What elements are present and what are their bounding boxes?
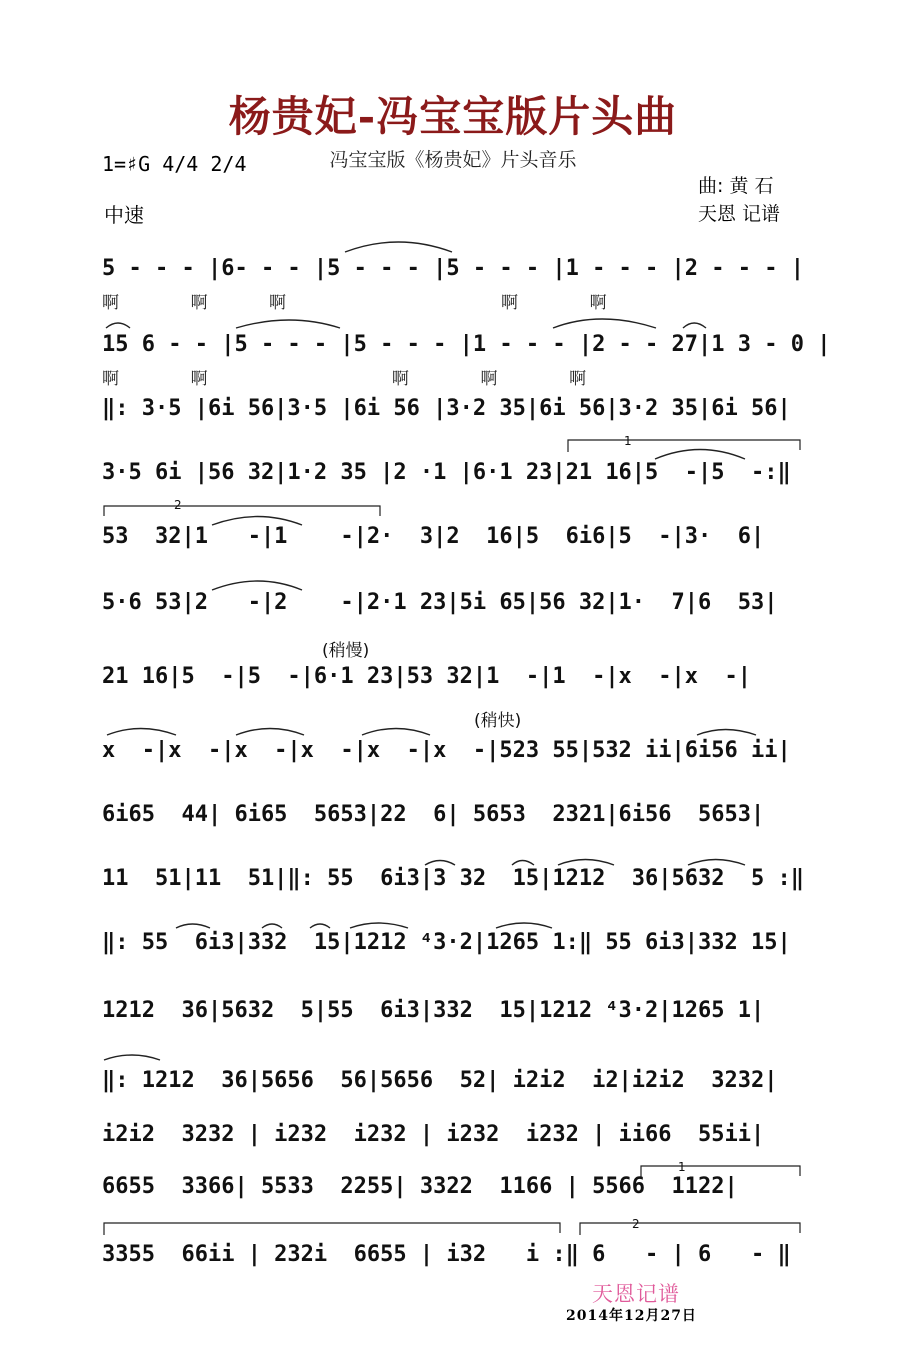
score-row-16: 3355 66ii | 232i 6655 | i32 i :‖ 6 - | 6 - ‖ (102, 1242, 791, 1267)
score-row-8: x -|x -|x -|x -|x -|x -|523 55|532 ii|6i56 ii| (102, 738, 791, 763)
score-row-1: 5 - - - |6- - - |5 - - - |5 - - - |1 - - - |2 - - - | (102, 256, 804, 281)
score-row-4: 3·5 6i |56 32|1·2 35 |2 ·1 |6·1 23|21 16|5 -|5 -:‖ (102, 460, 791, 485)
slur (104, 1055, 160, 1060)
slur (107, 729, 176, 736)
lyric-row-1: 啊 啊 啊 啊 啊 (102, 293, 607, 313)
slur (106, 323, 130, 328)
tempo-change-slower: (稍慢) (322, 641, 370, 661)
ending-2-label: 2 (632, 1217, 640, 1231)
score-row-7: 21 16|5 -|5 -|6·1 23|53 32|1 -|1 -|x -|x -| (102, 664, 752, 689)
ending-1-label: 1 (678, 1160, 686, 1174)
slur (212, 581, 302, 590)
score-row-5: 53 32|1 -|1 -|2· 3|2 16|5 6i6|5 -|3· 6| (102, 524, 765, 549)
transcriber-line: 天恩 记谱 (698, 203, 781, 225)
slur (496, 923, 552, 928)
slur (553, 319, 656, 328)
ending-bracket-2 (580, 1223, 800, 1235)
slur (655, 450, 745, 460)
slur (262, 924, 282, 928)
page-title: 杨贵妃-冯宝宝版片头曲 (228, 92, 678, 141)
transcriber-stamp: 天恩记谱 (592, 1282, 680, 1306)
ending-1-label: 1 (624, 434, 632, 448)
slur (236, 729, 304, 736)
slur (362, 729, 430, 736)
score-row-15: 6655 3366| 5533 2255| 3322 1166 | 5566 1122| (102, 1174, 738, 1199)
score-row-10: 11 51|11 51|‖: 55 6i3|3 32 15|1212 36|5632 5 :‖ (102, 866, 804, 891)
tempo-change-faster: (稍快) (474, 711, 522, 731)
slur (345, 242, 452, 252)
slur (512, 861, 534, 866)
key-signature: 1=♯G 4/4 2/4 (102, 152, 247, 176)
slur (425, 861, 455, 866)
slur (683, 323, 706, 328)
slur (310, 924, 330, 928)
score-row-12: 1212 36|5632 5|55 6i3|332 15|1212 ⁴3·2|1265 1| (102, 998, 765, 1023)
slur (688, 860, 745, 866)
slur (558, 860, 614, 866)
composer-line: 曲: 黄 石 (698, 175, 774, 197)
slur (236, 320, 340, 328)
score-row-13: ‖: 1212 36|5656 56|5656 52| i2i2 i2|i2i2 3232| (102, 1068, 778, 1093)
score-row-11: ‖: 55 6i3|332 15|1212 ⁴3·2|1265 1:‖ 55 6i3|332 15| (102, 930, 791, 955)
date-text: 2014年12月27日 (566, 1308, 697, 1324)
slur (176, 924, 210, 928)
tempo-marking: 中速 (104, 203, 144, 227)
score-row-6: 5·6 53|2 -|2 -|2·1 23|5i 65|56 32|1· 7|6 53| (102, 590, 778, 615)
score-row-9: 6i65 44| 6i65 5653|22 6| 5653 2321|6i56 5653| (102, 802, 765, 827)
slur (697, 730, 756, 736)
ending-2-label: 2 (174, 498, 182, 512)
ending-bracket-2 (104, 506, 380, 516)
slur (350, 923, 408, 928)
lyric-row-2: 啊 啊 啊 啊 啊 (102, 369, 587, 389)
volta-bracket (104, 1223, 560, 1235)
page-subtitle: 冯宝宝版《杨贵妃》片头音乐 (329, 149, 577, 171)
score-row-2: 15 6 - - |5 - - - |5 - - - |1 - - - |2 - - 27|1 3 - 0 | (102, 332, 831, 357)
score-row-3: ‖: 3·5 |6i 56|3·5 |6i 56 |3·2 35|6i 56|3·2 35|6i 56| (102, 396, 791, 421)
score-row-14: i2i2 3232 | i232 i232 | i232 i232 | ii66 55ii| (102, 1122, 765, 1147)
